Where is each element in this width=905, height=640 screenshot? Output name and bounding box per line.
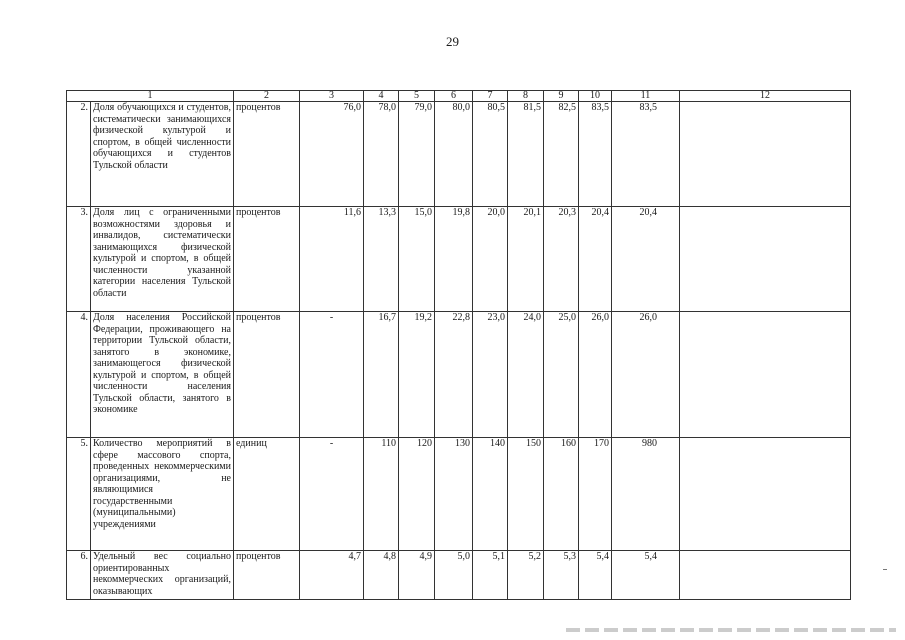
unit-cell: единиц xyxy=(234,438,300,551)
value-cell: 110 xyxy=(364,438,399,551)
header-cell-1: 1 xyxy=(67,91,234,102)
value-cell: 4,8 xyxy=(364,551,399,600)
scan-artifact xyxy=(566,628,896,632)
value-cell: 980 xyxy=(612,438,680,551)
value-cell: 5,2 xyxy=(508,551,544,600)
value-cell: 20,4 xyxy=(612,207,680,312)
indicator-name: Доля лиц с ограниченными возможностями здоровья и инвалидов, систематически занимающихся физической культурой и спортом, в общей численности указанной категории населения Тульской области xyxy=(91,207,234,312)
value-cell: 81,5 xyxy=(508,102,544,207)
unit-cell: процентов xyxy=(234,551,300,600)
scan-mark xyxy=(883,569,887,570)
value-cell: 20,0 xyxy=(473,207,508,312)
row-number: 3. xyxy=(67,207,91,312)
value-cell: 5,1 xyxy=(473,551,508,600)
value-cell: 26,0 xyxy=(612,312,680,438)
value-cell: 24,0 xyxy=(508,312,544,438)
value-cell: 5,4 xyxy=(579,551,612,600)
table-row xyxy=(67,207,851,312)
value-cell: 83,5 xyxy=(579,102,612,207)
value-cell: 15,0 xyxy=(399,207,435,312)
value-cell: 16,7 xyxy=(364,312,399,438)
note-cell xyxy=(680,102,851,207)
value-cell: - xyxy=(300,312,364,438)
value-cell: 170 xyxy=(579,438,612,551)
value-cell: 19,8 xyxy=(435,207,473,312)
header-cell-4: 4 xyxy=(364,91,399,102)
indicator-name: Количество мероприятий в сфере массового спорта, проведенных некоммерческими организациями, не являющимися государственными (муниципальными) учреждениями xyxy=(91,438,234,551)
header-cell-6: 6 xyxy=(435,91,473,102)
note-cell xyxy=(680,551,851,600)
value-cell: 20,4 xyxy=(579,207,612,312)
value-cell: 20,1 xyxy=(508,207,544,312)
row-number: 4. xyxy=(67,312,91,438)
value-cell: 82,5 xyxy=(544,102,579,207)
unit-cell: процентов xyxy=(234,102,300,207)
header-cell-10: 10 xyxy=(579,91,612,102)
header-cell-9: 9 xyxy=(544,91,579,102)
table-row xyxy=(67,438,851,551)
header-cell-7: 7 xyxy=(473,91,508,102)
indicator-name: Удельный вес социально ориентированных некоммерческих организаций, оказывающих xyxy=(91,551,234,600)
value-cell: 26,0 xyxy=(579,312,612,438)
row-number: 5. xyxy=(67,438,91,551)
header-cell-8: 8 xyxy=(508,91,544,102)
table-row xyxy=(67,551,851,600)
value-cell: 120 xyxy=(399,438,435,551)
value-cell: 83,5 xyxy=(612,102,680,207)
value-cell: 80,5 xyxy=(473,102,508,207)
header-cell-5: 5 xyxy=(399,91,435,102)
header-cell-3: 3 xyxy=(300,91,364,102)
header-cell-12: 12 xyxy=(680,91,851,102)
value-cell: 19,2 xyxy=(399,312,435,438)
value-cell: 79,0 xyxy=(399,102,435,207)
indicators-table xyxy=(66,90,851,600)
note-cell xyxy=(680,438,851,551)
indicator-name: Доля населения Российской Федерации, проживающего на территории Тульской области, занятого в экономике, занимающегося физической культурой и спортом, в общей численности населения Тульской области, занятого в экономике xyxy=(91,312,234,438)
value-cell: 4,9 xyxy=(399,551,435,600)
value-cell: 4,7 xyxy=(300,551,364,600)
value-cell: 11,6 xyxy=(300,207,364,312)
value-cell: - xyxy=(300,438,364,551)
value-cell: 5,3 xyxy=(544,551,579,600)
page-number: 29 xyxy=(446,34,459,49)
value-cell: 22,8 xyxy=(435,312,473,438)
value-cell: 5,4 xyxy=(612,551,680,600)
table-row xyxy=(67,312,851,438)
note-cell xyxy=(680,207,851,312)
note-cell xyxy=(680,312,851,438)
value-cell: 78,0 xyxy=(364,102,399,207)
unit-cell: процентов xyxy=(234,312,300,438)
value-cell: 140 xyxy=(473,438,508,551)
indicator-name: Доля обучающихся и студентов, систематически занимающихся физической культурой и спортом, в общей численности обучающихся и студентов Тульской области xyxy=(91,102,234,207)
header-cell-11: 11 xyxy=(612,91,680,102)
value-cell: 5,0 xyxy=(435,551,473,600)
value-cell: 23,0 xyxy=(473,312,508,438)
value-cell: 20,3 xyxy=(544,207,579,312)
value-cell: 13,3 xyxy=(364,207,399,312)
header-cell-2: 2 xyxy=(234,91,300,102)
value-cell: 160 xyxy=(544,438,579,551)
unit-cell: процентов xyxy=(234,207,300,312)
value-cell: 130 xyxy=(435,438,473,551)
row-number: 2. xyxy=(67,102,91,207)
value-cell: 150 xyxy=(508,438,544,551)
row-number: 6. xyxy=(67,551,91,600)
table-row xyxy=(67,102,851,207)
value-cell: 80,0 xyxy=(435,102,473,207)
header-row xyxy=(67,91,851,102)
value-cell: 25,0 xyxy=(544,312,579,438)
value-cell: 76,0 xyxy=(300,102,364,207)
